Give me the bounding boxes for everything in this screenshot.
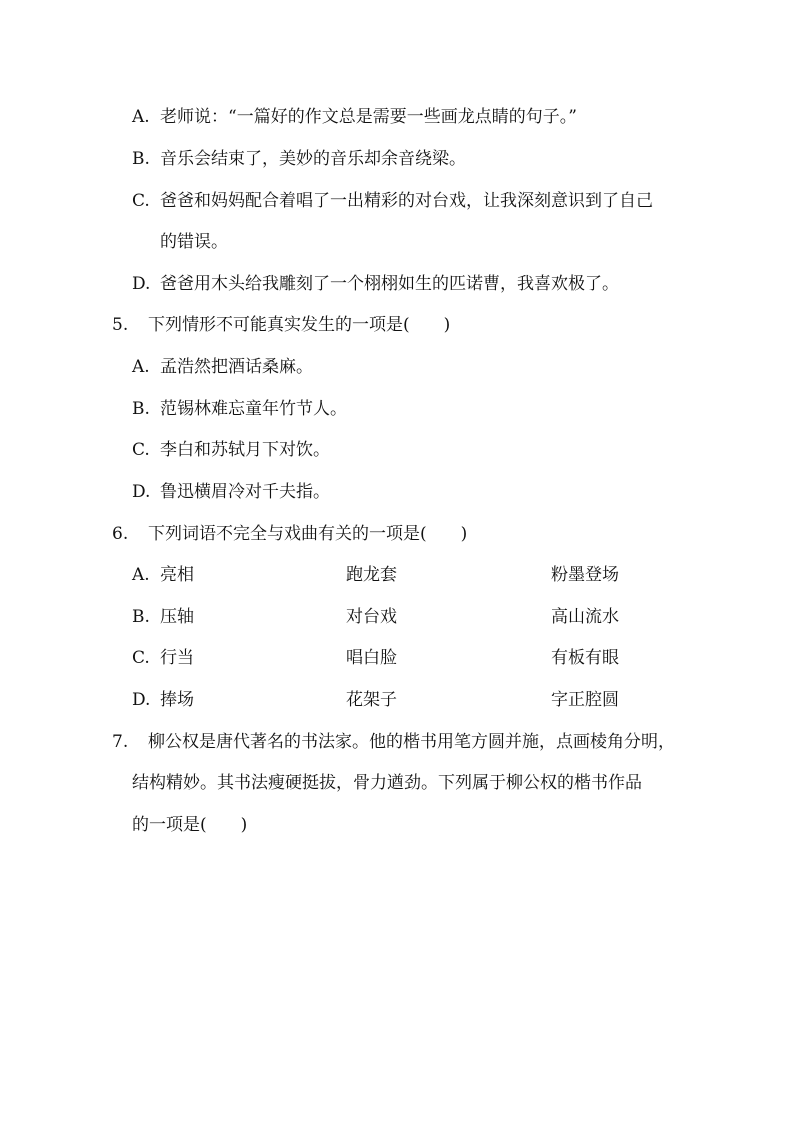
q5-option-b [132,397,347,421]
q5-option-c [132,438,330,462]
option-label: B. [132,607,150,627]
option-text: 孟浩然把酒话桑麻。 [160,357,313,377]
option-word-3: 字正腔圆 [551,690,619,710]
option-word-3: 粉墨登场 [551,565,619,585]
option-label: A. [132,357,150,377]
q7-stem-line-3: 的一项是( ) [132,815,248,835]
option-word-1: 捧场 [160,690,194,710]
q6-option-a [132,563,732,587]
option-label: D. [132,274,151,294]
question-number: 7. [112,732,129,752]
option-label: B. [132,149,150,169]
q4-option-c-continuation: 的错误。 [160,232,228,252]
option-text: 老师说：“一篇好的作文总是需要一些画龙点睛的句子。” [160,107,577,127]
q7-stem-line-2: 结构精妙。其书法瘦硬挺拔，骨力遒劲。下列属于柳公权的楷书作品 [132,773,642,793]
option-label: D. [132,690,151,710]
option-word-1: 行当 [160,648,194,668]
q7-stem-line-1 [112,730,675,754]
option-word-3: 高山流水 [551,607,619,627]
option-word-2: 对台戏 [346,607,397,627]
option-word-2: 跑龙套 [346,565,397,585]
q6-option-d [132,688,732,712]
option-text: 鲁迅横眉冷对千夫指。 [160,482,330,502]
option-word-1: 亮相 [160,565,194,585]
question-text: 柳公权是唐代著名的书法家。他的楷书用笔方圆并施，点画棱角分明， [148,732,675,752]
q4-option-b [132,147,466,171]
option-word-1: 压轴 [160,607,194,627]
question-text: 下列词语不完全与戏曲有关的一项是( ) [148,524,468,544]
option-label: A. [132,565,150,585]
q6-option-c [132,646,732,670]
option-label: D. [132,482,151,502]
q4-option-a [132,105,577,129]
option-label: A. [132,107,150,127]
option-text: 爸爸用木头给我雕刻了一个栩栩如生的匹诺曹，我喜欢极了。 [160,274,619,294]
q5-stem [112,313,450,337]
option-text: 范锡林难忘童年竹节人。 [160,399,347,419]
option-text: 爸爸和妈妈配合着唱了一出精彩的对台戏，让我深刻意识到了自己 [160,191,653,211]
option-text: 李白和苏轼月下对饮。 [160,440,330,460]
q4-option-d [132,272,619,296]
q5-option-d [132,480,330,504]
q5-option-a [132,355,313,379]
option-label: B. [132,399,150,419]
option-label: C. [132,648,150,668]
option-text: 音乐会结束了，美妙的音乐却余音绕梁。 [160,149,466,169]
q6-option-b [132,605,732,629]
option-label: C. [132,440,150,460]
question-number: 6. [112,524,129,544]
question-text: 下列情形不可能真实发生的一项是( ) [148,315,451,335]
q6-stem [112,522,467,546]
question-number: 5. [112,315,129,335]
option-word-2: 花架子 [346,690,397,710]
q4-option-c [132,189,653,213]
option-word-2: 唱白脸 [346,648,397,668]
option-label: C. [132,191,150,211]
option-word-3: 有板有眼 [551,648,619,668]
